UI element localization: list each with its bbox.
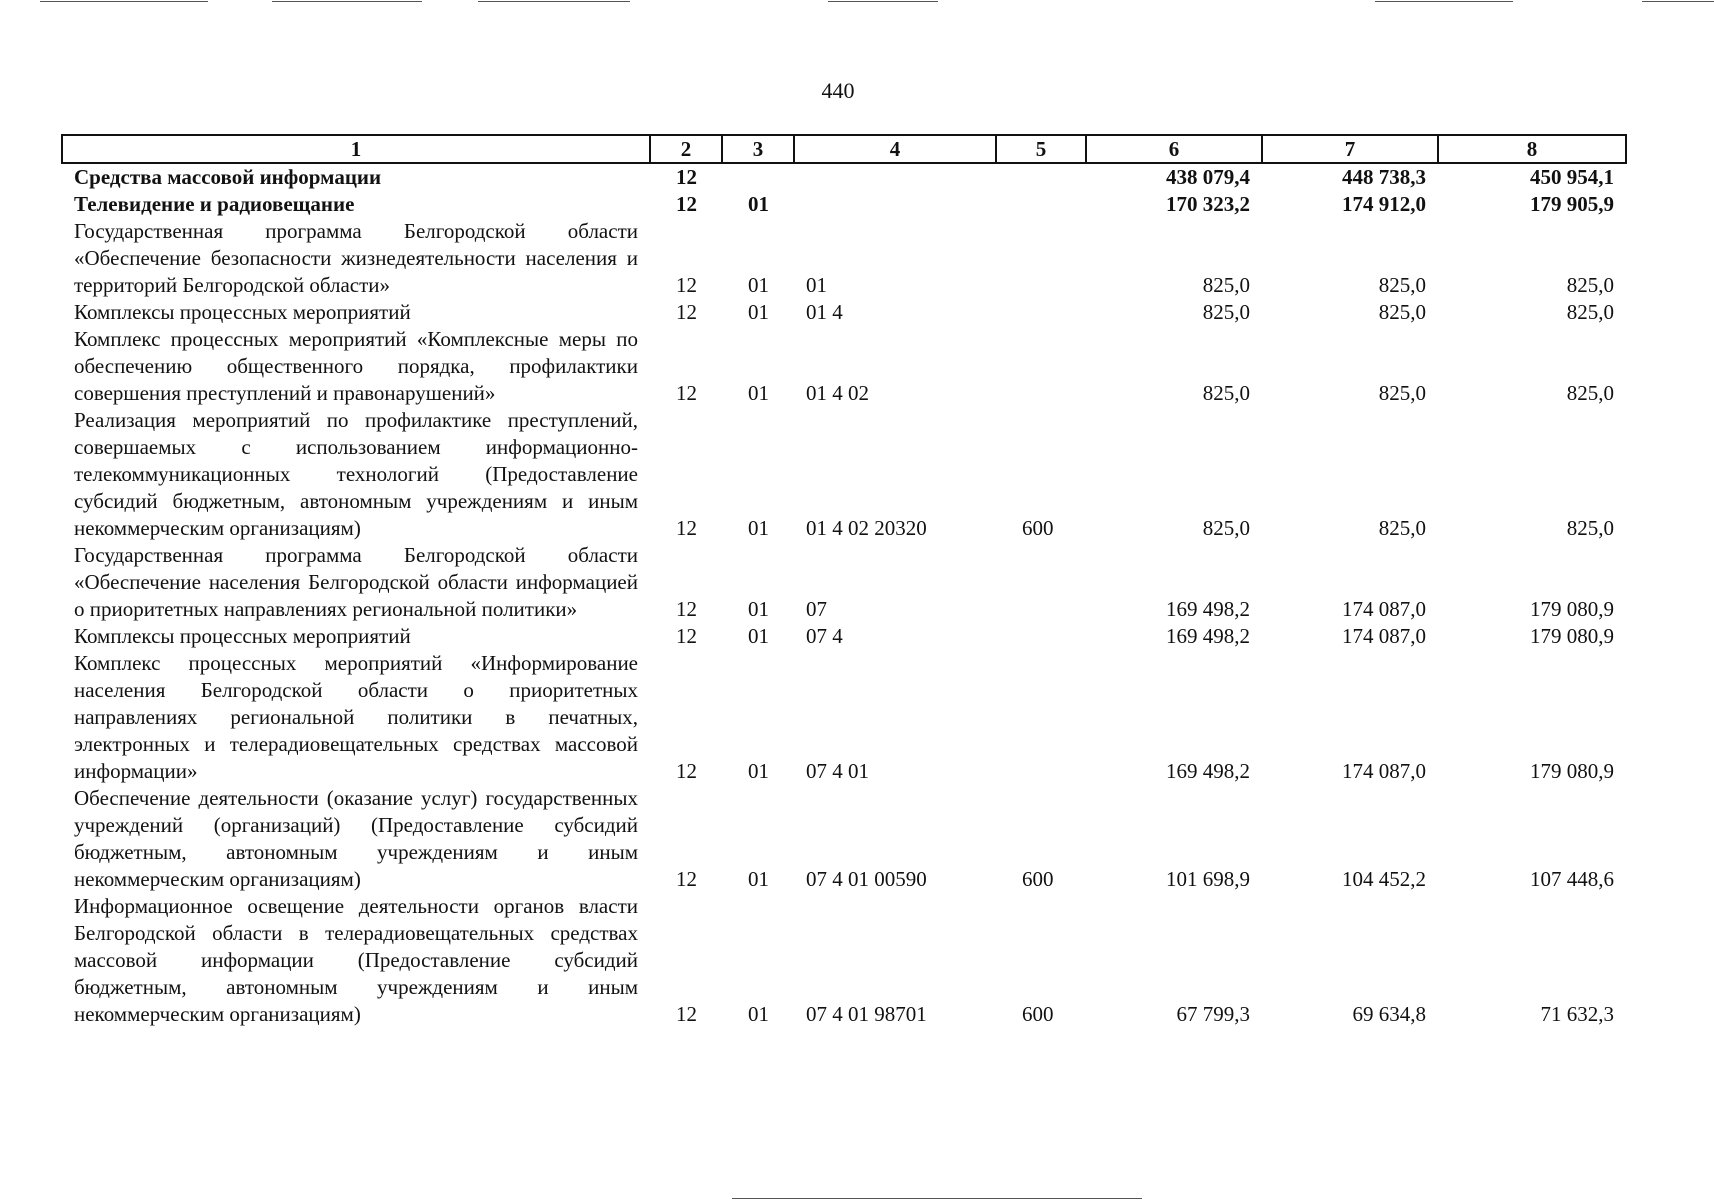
column-header: 5 <box>996 135 1086 163</box>
amount-col8: 825,0 <box>1566 273 1614 297</box>
column-header: 4 <box>794 135 996 163</box>
table-row <box>62 623 1626 650</box>
expense-type-code <box>996 163 1086 191</box>
expense-type-code <box>996 650 1086 785</box>
subsection-code <box>722 163 794 191</box>
section-code: 12 <box>676 381 697 405</box>
subsection-code: 01 <box>748 1002 769 1026</box>
subsection-code: 01 <box>748 381 769 405</box>
table-row <box>62 893 1626 1028</box>
amount-col7: 174 087,0 <box>1342 759 1426 783</box>
expense-type-code: 600 <box>1022 1002 1054 1026</box>
page-number: 440 <box>821 78 855 103</box>
amount-col8: 450 954,1 <box>1530 165 1614 189</box>
amount-col7: 174 087,0 <box>1342 624 1426 648</box>
amount-col7: 825,0 <box>1378 273 1426 297</box>
amount-col8: 179 905,9 <box>1530 192 1614 216</box>
table-row <box>62 542 1626 623</box>
amount-col8: 825,0 <box>1566 381 1614 405</box>
amount-col8: 179 080,9 <box>1530 759 1614 783</box>
row-name: Комплекс процессных мероприятий «Комплексные меры по обеспечению общественного порядка, профилактики совершения преступлений и правонарушений» <box>74 327 638 405</box>
target-article-code: 07 4 01 <box>806 759 869 783</box>
table-row <box>62 218 1626 299</box>
amount-col6: 170 323,2 <box>1166 192 1250 216</box>
section-code: 12 <box>676 516 697 540</box>
amount-col7: 825,0 <box>1378 300 1426 324</box>
target-article-code <box>794 191 996 218</box>
amount-col7: 448 738,3 <box>1342 165 1426 189</box>
column-header: 6 <box>1086 135 1262 163</box>
scan-edge-line <box>1642 1 1714 2</box>
scan-edge-line <box>40 1 208 2</box>
section-code: 12 <box>676 273 697 297</box>
column-number-header <box>62 135 1626 163</box>
expense-type-code <box>996 623 1086 650</box>
row-name: Средства массовой информации <box>74 165 382 189</box>
scan-edge-line <box>1375 1 1513 2</box>
amount-col7: 825,0 <box>1378 516 1426 540</box>
amount-col6: 169 498,2 <box>1166 624 1250 648</box>
target-article-code: 01 4 <box>806 300 843 324</box>
row-name: Государственная программа Белгородской области «Обеспечение населения Белгородской области информацией о приоритетных направлениях региональной политики» <box>74 543 638 621</box>
row-name: Обеспечение деятельности (оказание услуг) государственных учреждений (организаций) (Предоставление субсидий бюджетным, автономным учреждениям и иным некоммерческим организациям) <box>74 786 638 891</box>
column-header: 3 <box>722 135 794 163</box>
amount-col6: 825,0 <box>1202 300 1250 324</box>
amount-col8: 179 080,9 <box>1530 624 1614 648</box>
amount-col6: 67 799,3 <box>1176 1002 1250 1026</box>
amount-col7: 174 087,0 <box>1342 597 1426 621</box>
amount-col6: 825,0 <box>1202 381 1250 405</box>
subsection-code: 01 <box>748 273 769 297</box>
section-code: 12 <box>676 300 697 324</box>
amount-col8: 825,0 <box>1566 300 1614 324</box>
table-row <box>62 163 1626 191</box>
scan-edge-line <box>828 1 938 2</box>
amount-col7: 174 912,0 <box>1342 192 1426 216</box>
section-code: 12 <box>676 867 697 891</box>
target-article-code: 07 4 <box>806 624 843 648</box>
amount-col6: 169 498,2 <box>1166 597 1250 621</box>
amount-col6: 825,0 <box>1202 273 1250 297</box>
subsection-code: 01 <box>748 300 769 324</box>
expense-type-code <box>996 218 1086 299</box>
section-code: 12 <box>676 192 697 216</box>
row-name: Государственная программа Белгородской области «Обеспечение безопасности жизнедеятельности населения и территорий Белгородской области» <box>74 219 638 297</box>
row-name: Информационное освещение деятельности органов власти Белгородской области в телерадиовещательных средствах массовой информации (Предоставление субсидий бюджетным, автономным учреждениям и иным некоммерческим организациям) <box>74 894 638 1026</box>
amount-col8: 179 080,9 <box>1530 597 1614 621</box>
subsection-code: 01 <box>748 597 769 621</box>
target-article-code: 07 4 01 98701 <box>806 1002 927 1026</box>
table-row <box>62 650 1626 785</box>
expense-type-code <box>996 299 1086 326</box>
amount-col7: 825,0 <box>1378 381 1426 405</box>
section-code: 12 <box>676 759 697 783</box>
amount-col6: 825,0 <box>1202 516 1250 540</box>
subsection-code: 01 <box>748 867 769 891</box>
amount-col6: 101 698,9 <box>1166 867 1250 891</box>
row-name: Комплексы процессных мероприятий <box>74 624 411 648</box>
table-row <box>62 191 1626 218</box>
table-row <box>62 407 1626 542</box>
column-header: 8 <box>1438 135 1626 163</box>
scan-edge-line <box>478 1 630 2</box>
table-row <box>62 785 1626 893</box>
expense-type-code <box>996 542 1086 623</box>
subsection-code: 01 <box>748 759 769 783</box>
target-article-code: 07 4 01 00590 <box>806 867 927 891</box>
target-article-code <box>794 163 996 191</box>
table-body <box>62 163 1626 1028</box>
subsection-code: 01 <box>748 624 769 648</box>
subsection-code: 01 <box>748 192 769 216</box>
scan-edge-line <box>272 1 422 2</box>
expense-type-code: 600 <box>1022 867 1054 891</box>
expense-type-code <box>996 326 1086 407</box>
target-article-code: 01 4 02 20320 <box>806 516 927 540</box>
table-row <box>62 299 1626 326</box>
amount-col6: 169 498,2 <box>1166 759 1250 783</box>
section-code: 12 <box>676 165 697 189</box>
budget-table <box>61 134 1627 1028</box>
column-header: 2 <box>650 135 722 163</box>
target-article-code: 01 <box>806 273 827 297</box>
section-code: 12 <box>676 624 697 648</box>
target-article-code: 07 <box>806 597 827 621</box>
target-article-code: 01 4 02 <box>806 381 869 405</box>
amount-col8: 71 632,3 <box>1540 1002 1614 1026</box>
amount-col6: 438 079,4 <box>1166 165 1250 189</box>
section-code: 12 <box>676 597 697 621</box>
amount-col8: 107 448,6 <box>1530 867 1614 891</box>
row-name: Телевидение и радиовещание <box>74 192 355 216</box>
subsection-code: 01 <box>748 516 769 540</box>
amount-col7: 104 452,2 <box>1342 867 1426 891</box>
row-name: Реализация мероприятий по профилактике преступлений, совершаемых с использованием информационно-телекоммуникационных технологий (Предоставление субсидий бюджетным, автономным учреждениям и иным некоммерческим организациям) <box>74 408 638 540</box>
section-code: 12 <box>676 1002 697 1026</box>
table-row <box>62 326 1626 407</box>
expense-type-code <box>996 191 1086 218</box>
row-name: Комплекс процессных мероприятий «Информирование населения Белгородской области о приоритетных направлениях региональной политики в печатных, электронных и телерадиовещательных средствах массовой информации» <box>74 651 638 783</box>
amount-col8: 825,0 <box>1566 516 1614 540</box>
expense-type-code: 600 <box>1022 516 1054 540</box>
row-name: Комплексы процессных мероприятий <box>74 300 411 324</box>
column-header: 7 <box>1262 135 1438 163</box>
amount-col7: 69 634,8 <box>1352 1002 1426 1026</box>
column-header: 1 <box>62 135 650 163</box>
scan-edge-line <box>732 1198 1142 1199</box>
